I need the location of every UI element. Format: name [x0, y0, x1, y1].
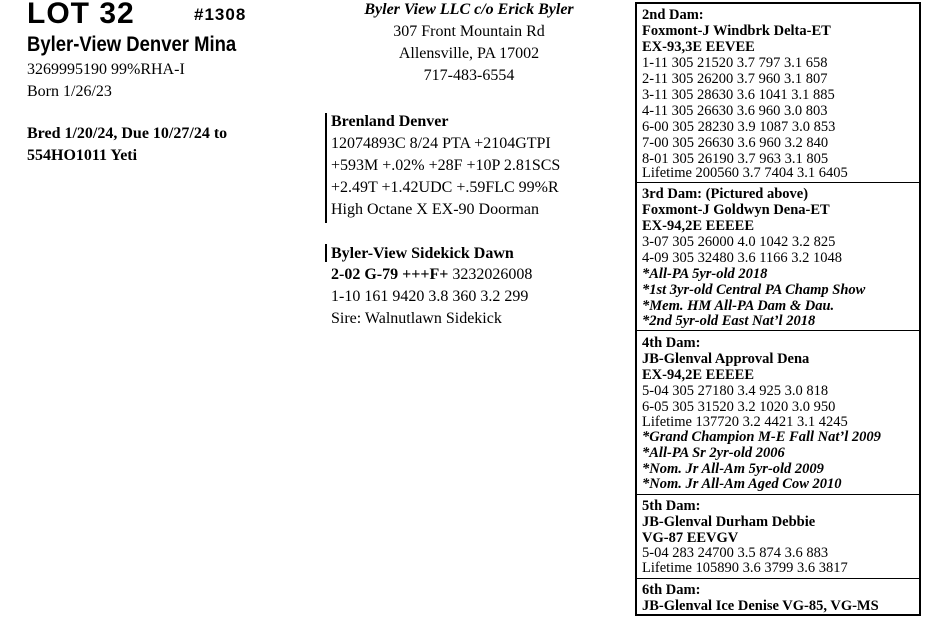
- consignor-phone: 717-483-6554: [423, 67, 515, 84]
- record-line: 7-00 305 26630 3.6 960 3.2 840: [642, 135, 829, 151]
- dam-registration: 3232026008: [448, 266, 533, 283]
- second-dam-classification: EX-93,3E EEVEE: [642, 39, 755, 55]
- sixth-dam-name: JB-Glenval Ice Denise VG-85, VG-MS: [642, 598, 879, 614]
- honor-line: *2nd 5yr-old East Nat’l 2018: [642, 313, 816, 329]
- record-line: 4-11 305 26630 3.6 960 3.0 803: [642, 103, 828, 119]
- fifth-dam-name: JB-Glenval Durham Debbie: [642, 514, 816, 530]
- record-line: 4-09 305 32480 3.6 1166 3.2 1048: [642, 250, 843, 266]
- dam-record: 1-10 161 9420 3.8 360 3.2 299: [331, 288, 529, 305]
- honor-line: *All-PA Sr 2yr-old 2006: [642, 445, 785, 461]
- record-line: 6-05 305 31520 3.2 1020 3.0 950: [642, 399, 836, 415]
- honor-line: *Grand Champion M-E Fall Nat’l 2009: [642, 429, 881, 445]
- consignor-address-line-1: 307 Front Mountain Rd: [393, 23, 545, 40]
- sire-name: Brenland Denver: [331, 113, 449, 130]
- record-line: 5-04 283 24700 3.5 874 3.6 883: [642, 545, 829, 561]
- honor-line: *Mem. HM All-PA Dam & Dau.: [642, 298, 835, 314]
- section-divider: [637, 182, 919, 183]
- record-line: 5-04 305 27180 3.4 925 3.0 818: [642, 383, 829, 399]
- sire-info-line: High Octane X EX-90 Doorman: [331, 201, 539, 218]
- lifetime-record: Lifetime 200560 3.7 7404 3.1 6405: [642, 165, 848, 181]
- fifth-dam-classification: VG-87 EEVGV: [642, 530, 739, 546]
- honor-line: *All-PA 5yr-old 2018: [642, 266, 768, 282]
- sixth-dam-heading: 6th Dam:: [642, 582, 701, 598]
- honor-line: *Nom. Jr All-Am 5yr-old 2009: [642, 461, 824, 477]
- fourth-dam-classification: EX-94,2E EEEEE: [642, 367, 754, 383]
- record-line: 8-01 305 26190 3.7 963 3.1 805: [642, 151, 829, 167]
- dam-classification-line: [331, 266, 532, 284]
- third-dam-classification: EX-94,2E EEEEE: [642, 218, 754, 234]
- bred-info-line-1: Bred 1/20/24, Due 10/27/24 to: [27, 125, 228, 142]
- section-divider: [637, 578, 919, 579]
- honor-line: *1st 3yr-old Central PA Champ Show: [642, 282, 866, 298]
- fourth-dam-name: JB-Glenval Approval Dena: [642, 351, 810, 367]
- animal-name: Byler-View Denver Mina: [27, 33, 237, 56]
- bred-info-line-2: 554HO1011 Yeti: [27, 147, 138, 164]
- dam-section-divider: [325, 244, 327, 262]
- born-date: Born 1/26/23: [27, 83, 112, 100]
- sire-info-line: 12074893C 8/24 PTA +2104GTPI: [331, 135, 551, 152]
- registration-line: 3269995190 99%RHA-I: [27, 61, 185, 78]
- third-dam-heading: 3rd Dam: (Pictured above): [642, 186, 809, 202]
- sire-info-line: +2.49T +1.42UDC +.59FLC 99%R: [331, 179, 559, 196]
- second-dam-heading: 2nd Dam:: [642, 7, 704, 23]
- record-line: 1-11 305 21520 3.7 797 3.1 658: [642, 55, 828, 71]
- lifetime-record: Lifetime 137720 3.2 4421 3.1 4245: [642, 414, 848, 430]
- lot-number: #1308: [194, 5, 247, 24]
- consignor-address-line-2: Allensville, PA 17002: [398, 45, 540, 62]
- fourth-dam-heading: 4th Dam:: [642, 335, 701, 351]
- lifetime-record: Lifetime 105890 3.6 3799 3.6 3817: [642, 560, 848, 576]
- consignor-name: Byler View LLC c/o Erick Byler: [364, 1, 574, 18]
- honor-line: *Nom. Jr All-Am Aged Cow 2010: [642, 476, 842, 492]
- sire-section-divider: [325, 113, 327, 223]
- second-dam-name: Foxmont-J Windbrk Delta-ET: [642, 23, 831, 39]
- record-line: 2-11 305 26200 3.7 960 3.1 807: [642, 71, 828, 87]
- dam-sire: Sire: Walnutlawn Sidekick: [331, 310, 502, 327]
- dam-classification: 2-02 G-79 +++F+: [331, 266, 449, 283]
- record-line: 3-11 305 28630 3.6 1041 3.1 885: [642, 87, 835, 103]
- fifth-dam-heading: 5th Dam:: [642, 498, 701, 514]
- sire-info-line: +593M +.02% +28F +10P 2.81SCS: [331, 157, 561, 174]
- section-divider: [637, 330, 919, 331]
- pedigree-box: [635, 2, 921, 616]
- lot-title: LOT 32: [27, 0, 135, 30]
- record-line: 3-07 305 26000 4.0 1042 3.2 825: [642, 234, 836, 250]
- record-line: 6-00 305 28230 3.9 1087 3.0 853: [642, 119, 836, 135]
- third-dam-name: Foxmont-J Goldwyn Dena-ET: [642, 202, 830, 218]
- dam-name: Byler-View Sidekick Dawn: [331, 245, 514, 262]
- section-divider: [637, 494, 919, 495]
